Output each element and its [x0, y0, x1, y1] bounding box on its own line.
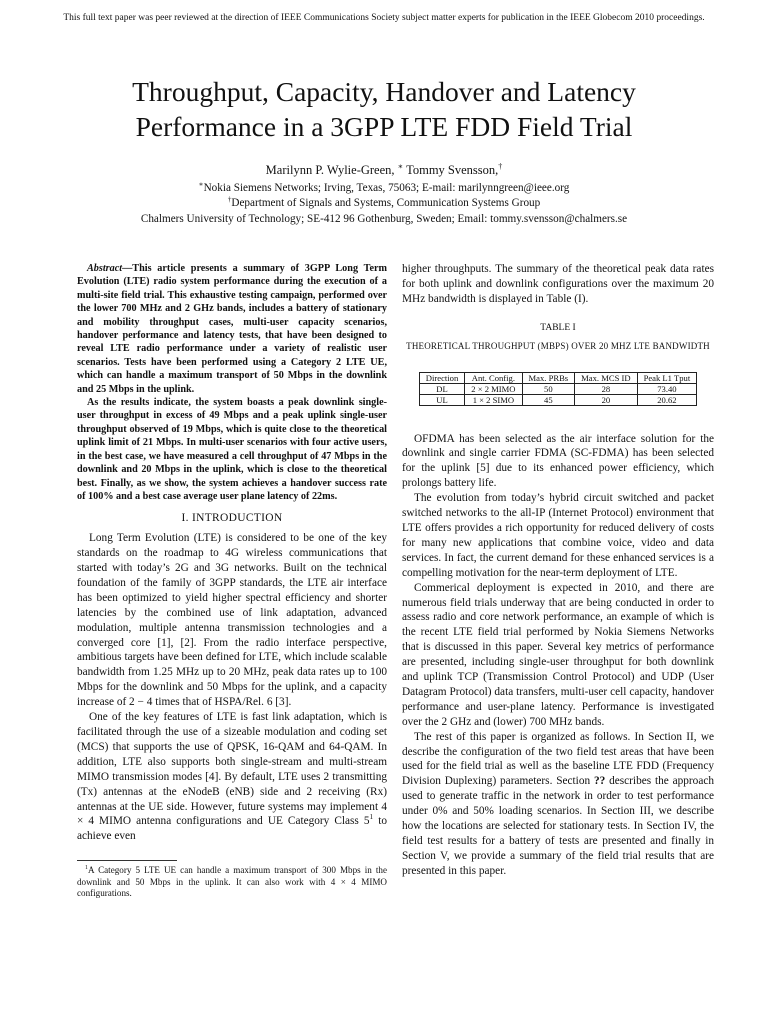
table-cell: 28 — [575, 383, 637, 394]
table-header-cell: Direction — [419, 372, 464, 383]
title-line-1: Throughput, Capacity, Handover and Latency — [132, 76, 636, 107]
paragraph-organization — [402, 730, 714, 879]
affiliation-1-mark: ∗ — [198, 180, 204, 189]
abstract-dash: — — [122, 263, 133, 274]
footnote-divider — [77, 860, 177, 861]
footnote — [77, 865, 387, 899]
table-header-cell: Max. MCS ID — [575, 372, 637, 383]
paragraph-evolution: The evolution from today’s hybrid circuit switched and packet switched networks to the all-IP (Internet Protocol) environment that LTE offers provides a rich opportunity for reduced delivery of costs for many new applications that combine voice, video and data services. In fact, the current demand for these enhanced services is a compelling motivation for the near-term deployment of LTE. — [402, 492, 714, 579]
table-row — [419, 383, 696, 394]
proceedings-note: This full text paper was peer reviewed at the direction of IEEE Communications Society subject matter experts for publication in the IEEE Globecom 2010 proceedings. — [63, 13, 705, 23]
table-cell: 50 — [522, 383, 575, 394]
table-header-cell: Peak L1 Tput — [637, 372, 697, 383]
paragraph-ofdma: OFDMA has been selected as the air interface solution for the downlink and single carrier FDMA (SC-FDMA) has been selected for the uplink [5] due to its enhanced power efficiency, which prolongs battery life. — [402, 432, 714, 490]
table-cell: 45 — [522, 394, 575, 405]
table-cell: 20 — [575, 394, 637, 405]
abstract — [77, 262, 387, 503]
table-cell: DL — [419, 383, 464, 394]
abstract-lead: Abstract — [87, 263, 123, 274]
affiliation-1 — [40, 182, 728, 194]
footnote-mark: 1 — [85, 865, 88, 872]
section-heading-introduction: I. INTRODUCTION — [181, 512, 283, 525]
author-1: Marilynn P. Wylie-Green, — [265, 163, 395, 177]
abstract-paragraph-1 — [77, 262, 387, 396]
affiliation-3: Chalmers University of Technology; SE-412 96 Gothenburg, Sweden; Email: tommy.svensson@chalmers.se — [140, 213, 628, 225]
abstract-text-1: This article presents a summary of 3GPP Long Term Evolution (LTE) radio system performance during the execution of a multi-site field trial. This exhaustive testing campaign, performed over the lower 700 MHz and 2 GHz bands, includes a battery of stationary and mobility throughput cases, multi-user capacity scenarios, handover performance and latency tests, that have been designed to reveal LTE radio performance under a variety of realistic user scenarios. Tests have been performed using a Category 2 LTE UE, which can handle a maximum transport of 50 Mbps in the downlink and 25 Mbps in the uplink. — [77, 263, 387, 395]
table-cell: 2 × 2 MIMO — [465, 383, 522, 394]
table-cell: UL — [419, 394, 464, 405]
table-cell: 1 × 2 SIMO — [465, 394, 522, 405]
title-line-2: Performance in a 3GPP LTE FDD Field Trial — [135, 111, 633, 142]
table-header-cell: Max. PRBs — [522, 372, 575, 383]
table-header-cell: Ant. Config. — [465, 372, 522, 383]
organization-text-a: The rest of this paper is organized as follows. In Section II, we describe the configuration of the two field test areas that have been used for the field trial as well as the baseline LTE FDD (Frequency Division Duplexing) parameters. Section — [402, 730, 714, 788]
abstract-paragraph-2: As the results indicate, the system boasts a peak downlink single-user throughput in excess of 49 Mbps and a peak uplink single-user throughput observed of 19 Mbps, which is quite close to the theoretical uplink limit of 21 Mbps. In multi-user scenarios with four active users, in the best case, we have measured a cell throughput of 47 Mbps in the downlink and 20 Mbps in the uplink, which is close to the theoretical best. Finally, as we show, the system achieves a handover success rate of 100% and a best case average user plane latency of 22ms. — [77, 397, 387, 502]
throughput-table — [419, 372, 697, 406]
affiliation-2 — [40, 197, 728, 209]
affiliation-2-text: Department of Signals and Systems, Communication Systems Group — [231, 197, 541, 209]
intro-paragraph-2 — [77, 710, 387, 844]
table-row — [419, 394, 696, 405]
table-cell: 20.62 — [637, 394, 697, 405]
table-label: TABLE I — [540, 322, 576, 333]
table-caption: THEORETICAL THROUGHPUT (MBPS) OVER 20 MHZ LTE BANDWIDTH — [406, 340, 710, 351]
paper-title — [40, 74, 728, 144]
table-header-row — [419, 372, 696, 383]
intro-paragraph-2-end: to achieve even — [77, 815, 387, 843]
author-2: Tommy Svensson, — [406, 163, 499, 177]
footnote-text: A Category 5 LTE UE can handle a maximum transport of 300 Mbps in the downlink and 50 Mbps in the uplink. It can also work with 4 × 4 MIMO configurations. — [77, 865, 387, 898]
unresolved-reference: ?? — [593, 775, 606, 788]
affiliation-1-text: Nokia Siemens Networks; Irving, Texas, 75063; E-mail: marilynngreen@ieee.org — [203, 182, 570, 194]
author-1-mark: ∗ — [397, 161, 404, 171]
paragraph-commercial: Commerical deployment is expected in 2010, and there are numerous field trials underway that are being conducted in order to assess radio and core network performance, an example of which is the recent LTE field trial performed by Nokia Siemens Networks that is discussed in this paper. Several key metrics of performance are presented, including single-user throughput for both downlink and uplink TCP (Transmission Control Protocol) and UDP (User Datagram Protocol) data transfers, multi-user cell capacity, handover performance and user-plane latency. Performance is investigated over the 2 GHz and (lower) 700 MHz bands. — [402, 581, 714, 728]
intro-paragraph-2-text: One of the key features of LTE is fast link adaptation, which is facilitated through the use of a sizeable modulation and coding set (MCS) that supports the use of QPSK, 16-QAM and 64-QAM. In addition, LTE also supports both single-stream and multi-stream MIMO transmission modes [4]. By default, LTE uses 2 transmitting (Tx) antennas at the eNodeB (eNB) side and 2 receiving (Rx) antennas at the UE side. However, future systems may implement 4 × 4 MIMO antenna configurations and UE Category Class 5 — [77, 711, 387, 828]
left-column — [77, 262, 387, 899]
intro-paragraph-1: Long Term Evolution (LTE) is considered to be one of the key standards on the roadmap to 4G wireless communications that started with today’s 2G and 3G networks. Built on the technical foundation of the family of 3GPP standards, the LTE air interface has been optimized to yield higher spectral efficiency and shorter latencies by the combined use of link adaptation, advanced modulation, multiple antenna transmission technologies and a converged core [1], [2]. From the radio interface perspective, ambitious targets have been defined for LTE, which include scalable bandwidth from 1.25 MHz up to 20 MHz, peak data rates up to 100 Mbps for the downlink and 50 Mbps for the uplink, and a capacity increase of 2 − 4 times that of HSPA/Rel. 6 [3]. — [77, 532, 387, 709]
paragraph-continuation: higher throughputs. The summary of the theoretical peak data rates for both uplink and downlink configurations over the maximum 20 MHz bandwidth is displayed in Table (I). — [402, 263, 714, 305]
table-cell: 73.40 — [637, 383, 697, 394]
body-after-table — [402, 432, 714, 879]
footnote-ref: 1 — [369, 812, 374, 822]
right-column — [402, 262, 714, 879]
affiliation-2-mark: † — [227, 195, 232, 204]
author-list — [40, 163, 728, 178]
organization-text-b: describes the approach used to generate traffic in the network in order to test performance under 0% and 50% loading scenarios. In Section III, we describe how the locations are selected for stationary tests. In Section IV, the field test results for a battery of tests are presented and finally in Section V, we provide a summary of the field trial results that are presented in this paper. — [402, 775, 714, 877]
author-2-mark: † — [498, 161, 503, 171]
